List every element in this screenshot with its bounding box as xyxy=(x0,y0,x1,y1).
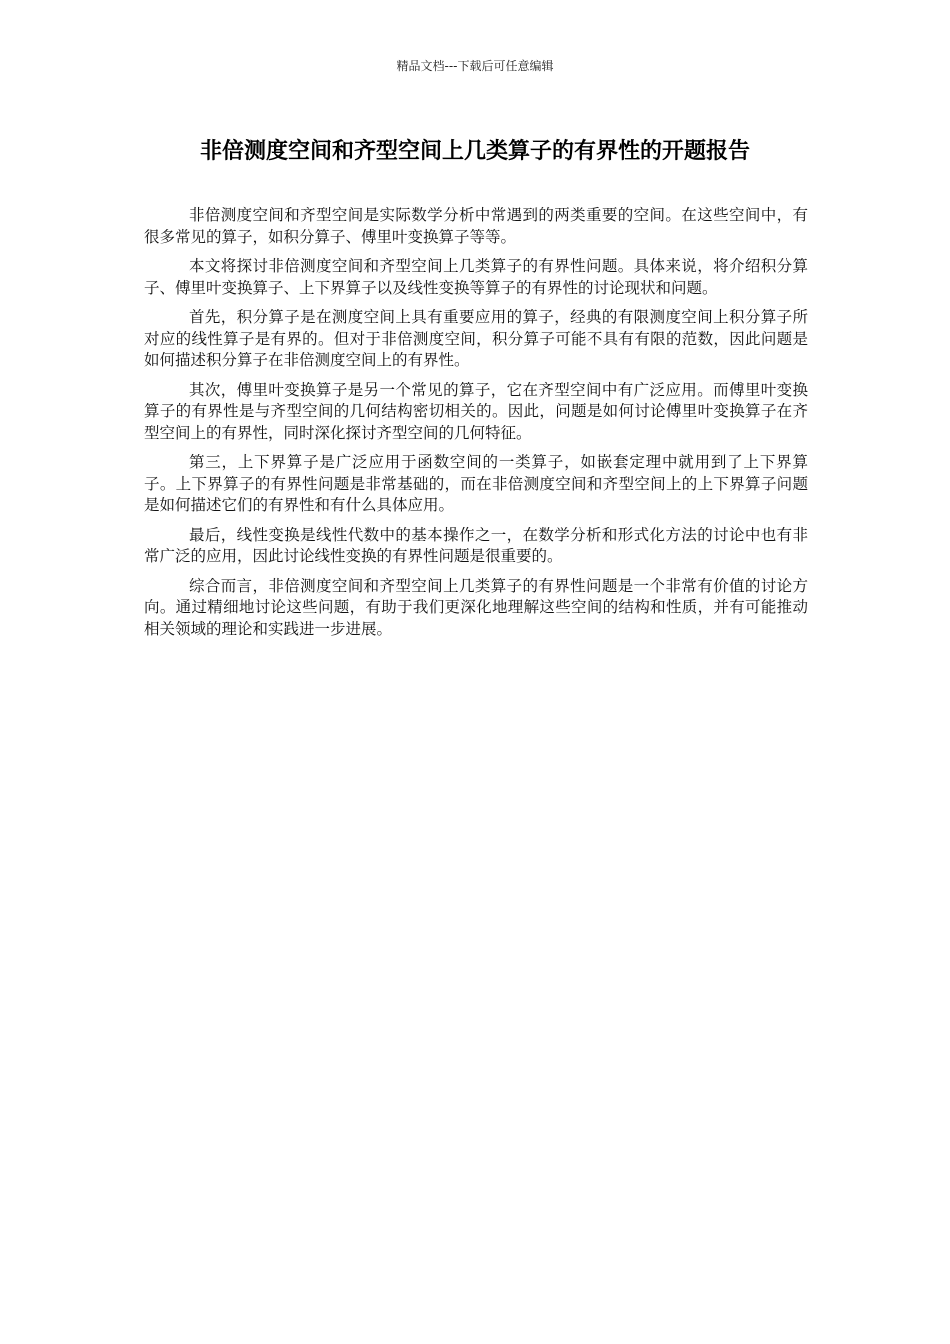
paragraph-5: 第三，上下界算子是广泛应用于函数空间的一类算子，如嵌套定理中就用到了上下界算子。上下界算子的有界性问题是非常基础的，而在非倍测度空间和齐型空间上的上下界算子问题是如何描述它们的有界性和有什么具体应用。 xyxy=(144,453,808,514)
paragraph-1: 非倍测度空间和齐型空间是实际数学分析中常遇到的两类重要的空间。在这些空间中，有很多常见的算子，如积分算子、傅里叶变换算子等等。 xyxy=(144,206,808,246)
header-note: 精品文档---下载后可任意编辑 xyxy=(396,59,554,73)
paragraph-7: 综合而言，非倍测度空间和齐型空间上几类算子的有界性问题是一个非常有价值的讨论方向。通过精细地讨论这些问题，有助于我们更深化地理解这些空间的结构和性质，并有可能推动相关领域的理论和实践进一步进展。 xyxy=(144,576,808,638)
paragraph-4: 其次，傅里叶变换算子是另一个常见的算子，它在齐型空间中有广泛应用。而傅里叶变换算子的有界性是与齐型空间的几何结构密切相关的。因此，问题是如何讨论傅里叶变换算子在齐型空间上的有界性，同时深化探讨齐型空间的几何特征。 xyxy=(144,380,808,442)
paragraph-3: 首先，积分算子是在测度空间上具有重要应用的算子，经典的有限测度空间上积分算子所对应的线性算子是有界的。但对于非倍测度空间，积分算子可能不具有有限的范数，因此问题是如何描述积分算子在非倍测度空间上的有界性。 xyxy=(144,308,808,369)
document-body xyxy=(144,205,808,648)
paragraph-2: 本文将探讨非倍测度空间和齐型空间上几类算子的有界性问题。具体来说，将介绍积分算子、傅里叶变换算子、上下界算子以及线性变换等算子的有界性的讨论现状和问题。 xyxy=(144,257,808,297)
document-title: 非倍测度空间和齐型空间上几类算子的有界性的开题报告 xyxy=(199,139,750,164)
paragraph-6: 最后，线性变换是线性代数中的基本操作之一，在数学分析和形式化方法的讨论中也有非常广泛的应用，因此讨论线性变换的有界性问题是很重要的。 xyxy=(144,525,808,565)
